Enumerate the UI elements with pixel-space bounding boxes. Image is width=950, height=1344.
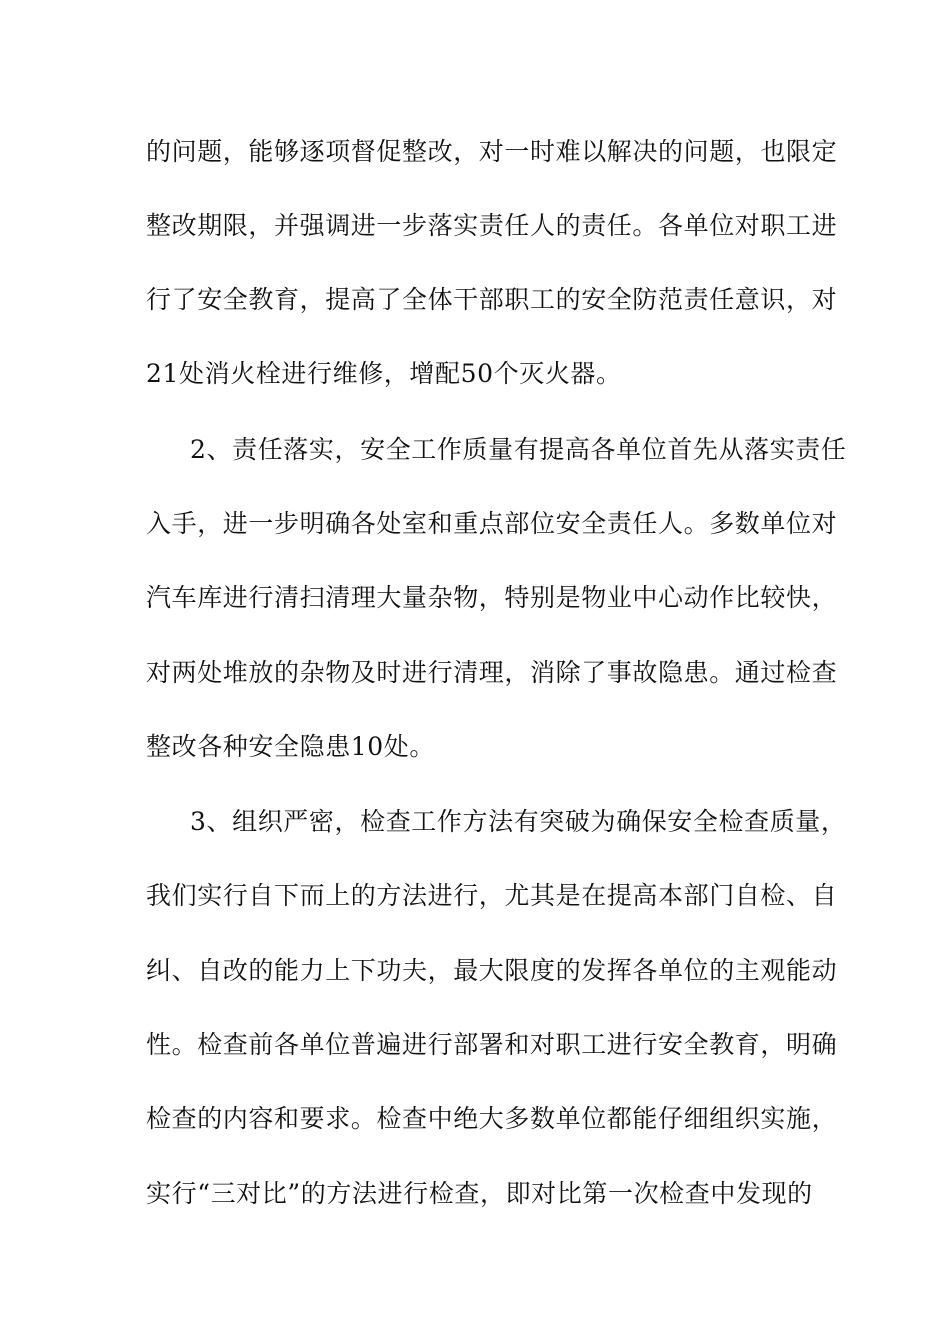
text-line: 整改期限，并强调进一步落实责任人的责任。各单位对职工进 (146, 211, 838, 240)
paragraph-start-line: 3、组织严密，检查工作方法有突破为确保安全检查质量， (190, 807, 847, 836)
text-line: 实行“三对比”的方法进行检查，即对比第一次检查中发现的 (146, 1179, 813, 1208)
text-line: 汽车库进行清扫清理大量杂物，特别是物业中心动作比较快， (146, 583, 838, 612)
text-line: 我们实行自下而上的方法进行，尤其是在提高本部门自检、自 (146, 881, 838, 910)
text-line: 纠、自改的能力上下功夫，最大限度的发挥各单位的主观能动 (146, 956, 838, 985)
text-line: 行了安全教育，提高了全体干部职工的安全防范责任意识，对 (146, 285, 838, 314)
text-line: 检查的内容和要求。检查中绝大多数单位都能仔细组织实施， (146, 1104, 838, 1133)
text-line: 21处消火栓进行维修，增配50个灭火器。 (146, 359, 622, 388)
text-line: 整改各种安全隐患10处。 (146, 732, 436, 761)
paragraph-start-line: 2、责任落实，安全工作质量有提高各单位首先从落实责任 (190, 435, 847, 464)
text-line: 入手，进一步明确各处室和重点部位安全责任人。多数单位对 (146, 509, 838, 538)
text-line: 的问题，能够逐项督促整改，对一时难以解决的问题，也限定 (146, 137, 838, 166)
text-line: 性。检查前各单位普遍进行部署和对职工进行安全教育，明确 (146, 1030, 838, 1059)
text-line: 对两处堆放的杂物及时进行清理，消除了事故隐患。通过检查 (146, 658, 838, 687)
